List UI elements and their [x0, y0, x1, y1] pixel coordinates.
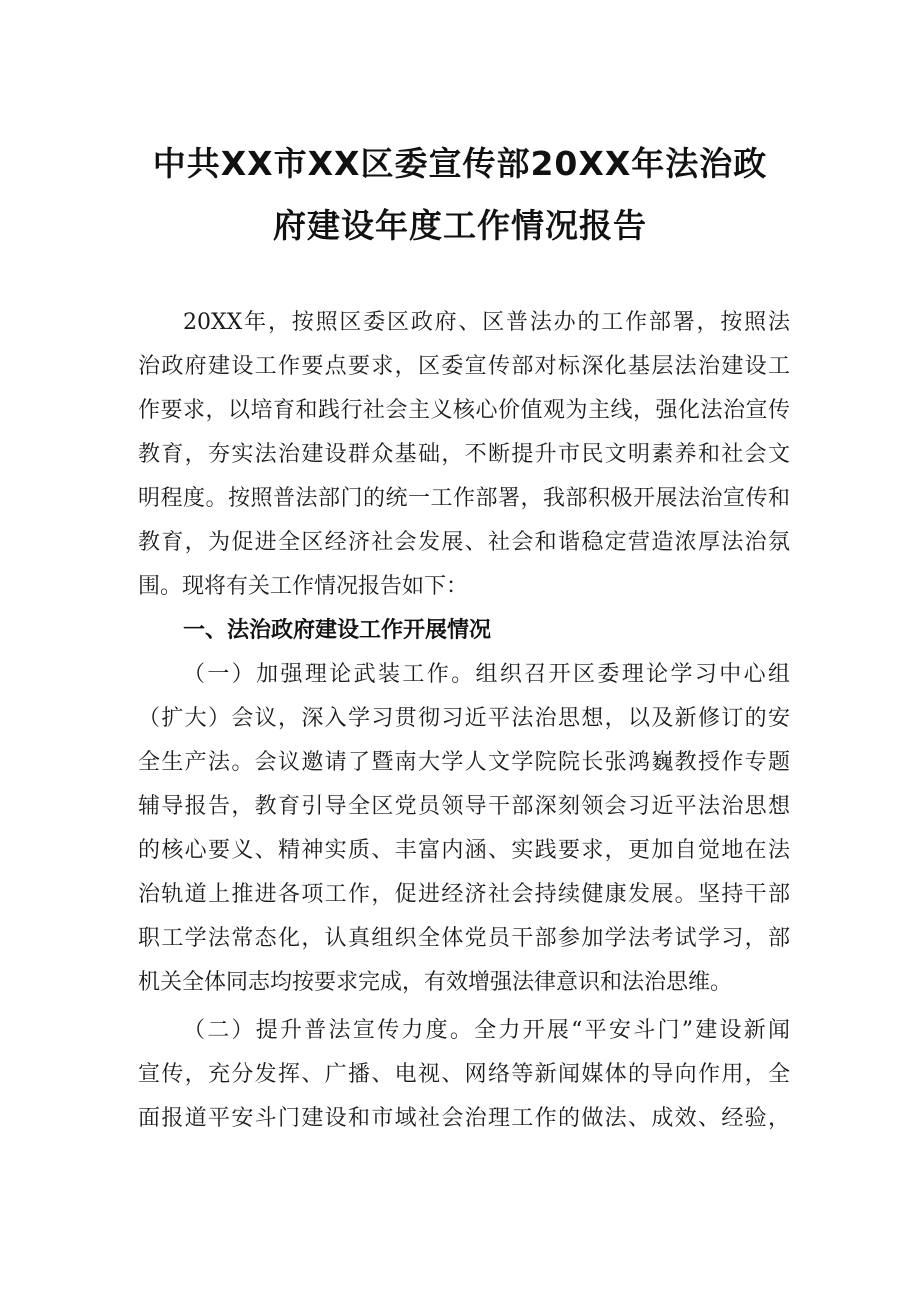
sub1-line: 机关全体同志均按要求完成，有效增强法律意识和法治思维。 — [138, 970, 733, 995]
document-title-line-2: 府建设年度工作情况报告 — [273, 206, 647, 245]
intro-line: 20XX年，按照区委区政府、区普法办的工作部署，按照法 — [183, 310, 790, 335]
intro-line: 明程度。按照普法部门的统一工作部署，我部积极开展法治宣传和 — [138, 486, 790, 511]
sub1-line: （扩大）会议，深入学习贯彻习近平法治思想，以及新修订的安 — [138, 706, 790, 731]
section-heading: 一、法治政府建设工作开展情况 — [183, 618, 492, 643]
intro-line: 教育，夯实法治建设群众基础，不断提升市民文明素养和社会文 — [138, 442, 790, 467]
sub1-line: 辅导报告，教育引导全区党员领导干部深刻领会习近平法治思想 — [138, 794, 790, 819]
sub1-line: 职工学法常态化，认真组织全体党员干部参加学法考试学习，部 — [138, 926, 790, 951]
sub2-line: 面报道平安斗门建设和市域社会治理工作的做法、成效、经验， — [138, 1106, 790, 1131]
intro-line: 围。现将有关工作情况报告如下： — [138, 574, 469, 599]
document-title-line-1: 中共XX市XX区委宣传部20XX年法治政 — [152, 144, 768, 183]
sub1-line: 治轨道上推进各项工作，促进经济社会持续健康发展。坚持干部 — [138, 882, 790, 907]
intro-line: 作要求，以培育和践行社会主义核心价值观为主线，强化法治宣传 — [138, 398, 790, 423]
sub1-line: 全生产法。会议邀请了暨南大学人文学院院长张鸿巍教授作专题 — [138, 750, 790, 775]
intro-line: 教育，为促进全区经济社会发展、社会和谐稳定营造浓厚法治氛 — [138, 530, 790, 555]
sub1-line: 的核心要义、精神实质、丰富内涵、实践要求，更加自觉地在法 — [138, 838, 790, 863]
sub1-line: （一）加强理论武装工作。组织召开区委理论学习中心组 — [183, 662, 790, 687]
intro-line: 治政府建设工作要点要求，区委宣传部对标深化基层法治建设工 — [138, 354, 790, 379]
sub2-line: （二）提升普法宣传力度。全力开展“平安斗门”建设新闻 — [183, 1018, 790, 1043]
sub2-line: 宣传，充分发挥、广播、电视、网络等新闻媒体的导向作用，全 — [138, 1062, 790, 1087]
